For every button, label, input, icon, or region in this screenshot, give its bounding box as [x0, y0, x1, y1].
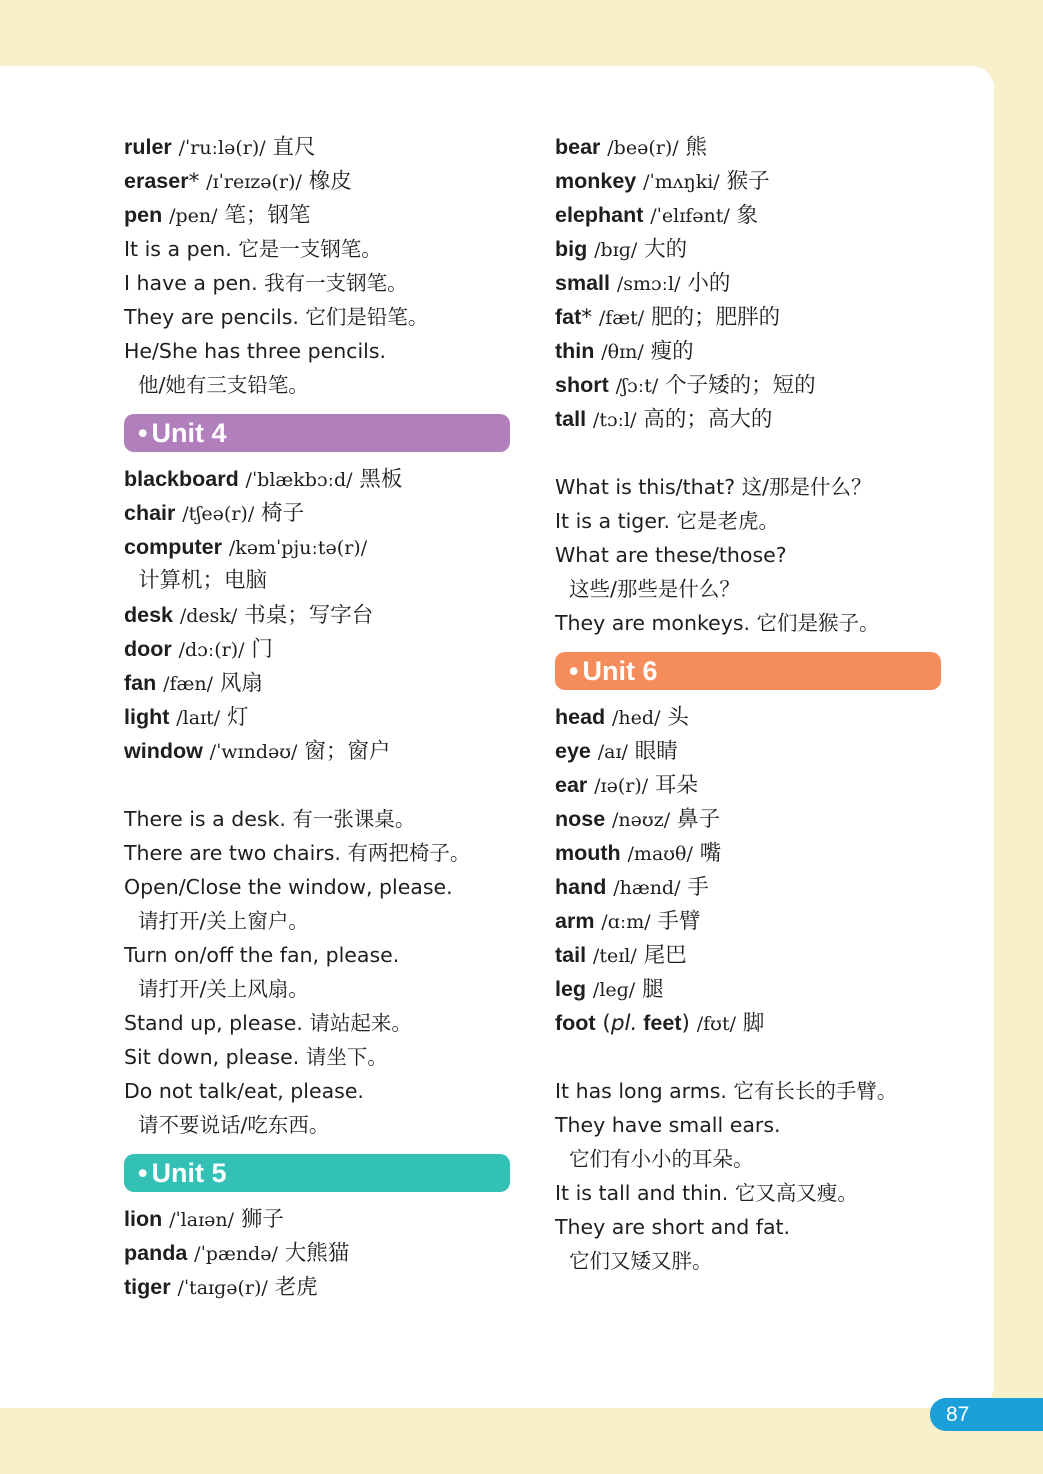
word: hand: [555, 875, 607, 899]
sentence-translation: 这些/那些是什么？: [569, 577, 740, 601]
word: bear: [555, 135, 601, 159]
vocab-entry: [124, 198, 514, 232]
word: desk: [124, 603, 174, 627]
phonetic: /beə(r)/: [607, 137, 679, 159]
meaning: 象: [736, 203, 759, 228]
sentence-translation: 他/她有三支铅笔。: [138, 373, 309, 397]
meaning: 脚: [742, 1011, 765, 1036]
vocab-entry: [555, 300, 945, 334]
phonetic: /pen/: [169, 205, 218, 227]
vocab-entry: [124, 496, 514, 530]
vocab-entry: [555, 972, 945, 1006]
word: pen: [124, 203, 163, 227]
word: mouth: [555, 841, 621, 865]
vocab-entry: [555, 836, 945, 870]
meaning: 腿: [642, 977, 664, 1002]
vocab-entry: [124, 530, 514, 564]
sentence: What are these/those?: [555, 543, 787, 567]
sentence: Turn on/off the fan, please.: [124, 943, 400, 967]
meaning: 计算机；电脑: [138, 568, 268, 593]
sentence-translation: 请打开/关上窗户。: [138, 909, 309, 933]
word: monkey: [555, 169, 637, 193]
meaning: 直尺: [272, 135, 316, 160]
vocab-entry: [555, 402, 945, 436]
vocab-entry: [555, 768, 945, 802]
phonetic: /ˈruːlə(r)/: [178, 137, 266, 159]
vocab-entry: [124, 1202, 514, 1236]
vocab-entry: [555, 130, 945, 164]
page-number: 87: [930, 1398, 1043, 1431]
phonetic: /θɪn/: [601, 341, 644, 363]
sentence: Do not talk/eat, please.: [124, 1079, 364, 1103]
sentence: There is a desk. 有一张课桌。: [124, 807, 416, 831]
meaning: 手: [687, 875, 709, 900]
word: computer: [124, 535, 222, 559]
phonetic: /leɡ/: [592, 979, 636, 1001]
vocab-entry: [555, 164, 945, 198]
meaning: 狮子: [240, 1207, 284, 1232]
phonetic: /ˈwɪndəʊ/: [209, 741, 298, 763]
vocab-entry: [555, 870, 945, 904]
vocab-entry: [124, 164, 514, 198]
phonetic: /ˈpændə/: [194, 1243, 278, 1265]
word: arm: [555, 909, 595, 933]
phonetic: /aɪ/: [597, 741, 628, 763]
vocab-entry: [555, 232, 945, 266]
vocab-entry: [555, 734, 945, 768]
phonetic: /hænd/: [613, 877, 681, 899]
phonetic: /ˈlaɪən/: [169, 1209, 235, 1231]
phonetic: /bɪɡ/: [594, 239, 638, 261]
spacer: [555, 436, 945, 470]
phonetic: /tʃeə(r)/: [182, 503, 255, 525]
meaning: 熊: [685, 135, 707, 160]
phonetic: /ˈmʌŋki/: [643, 171, 720, 193]
sentence-translation: 请不要说话/吃东西。: [138, 1113, 330, 1137]
word: panda: [124, 1241, 188, 1265]
phonetic: /ˈblækbɔːd/: [245, 469, 353, 491]
word: short: [555, 373, 609, 397]
phonetic: /fæt/: [598, 307, 645, 329]
meaning: 门: [251, 637, 273, 662]
plural-abbrev: pl.: [610, 1011, 638, 1036]
word: big: [555, 237, 588, 261]
vocab-entry: [124, 130, 514, 164]
phonetic: /hed/: [612, 707, 661, 729]
phonetic: /laɪt/: [176, 707, 221, 729]
meaning: 小的: [687, 271, 731, 296]
left-column: [124, 130, 514, 1304]
meaning: 椅子: [261, 501, 305, 526]
sentence-translation: 它们又矮又胖。: [569, 1249, 713, 1273]
star-mark: *: [581, 305, 593, 330]
word: small: [555, 271, 610, 295]
phonetic: /teɪl/: [592, 945, 637, 967]
sentence: Sit down, please. 请坐下。: [124, 1045, 388, 1069]
plural-word: feet: [637, 1011, 682, 1035]
word: lion: [124, 1207, 163, 1231]
meaning: 风扇: [219, 671, 263, 696]
word: door: [124, 637, 172, 661]
word: head: [555, 705, 606, 729]
right-column: [555, 130, 945, 1278]
vocab-entry: [124, 632, 514, 666]
word: fan: [124, 671, 157, 695]
word: ruler: [124, 135, 172, 159]
unit-5-header: [124, 1154, 510, 1192]
vocab-entry: [555, 266, 945, 300]
phonetic: /ɪˈreɪzə(r)/: [206, 171, 302, 193]
sentence: Stand up, please. 请站起来。: [124, 1011, 412, 1035]
sentence: They are short and fat.: [555, 1215, 791, 1239]
sentence: It has long arms. 它有长长的手臂。: [555, 1079, 898, 1103]
bullet-icon: •: [138, 418, 148, 448]
word: tail: [555, 943, 587, 967]
word: chair: [124, 501, 176, 525]
unit-title: Unit 6: [582, 656, 658, 686]
sentence-translation: 请打开/关上风扇。: [138, 977, 309, 1001]
word: tiger: [124, 1275, 171, 1299]
phonetic: /dɔː(r)/: [178, 639, 245, 661]
meaning: 窗；窗户: [304, 739, 391, 764]
plural-paren: (: [595, 1011, 611, 1036]
word: tall: [555, 407, 587, 431]
meaning: 黑板: [359, 467, 403, 492]
vocab-entry: [124, 700, 514, 734]
word: leg: [555, 977, 587, 1001]
meaning: 个子矮的；短的: [665, 373, 816, 398]
word: thin: [555, 339, 595, 363]
meaning: 耳朵: [655, 773, 699, 798]
vocab-entry: [555, 334, 945, 368]
vocab-entry: [555, 802, 945, 836]
word: blackboard: [124, 467, 239, 491]
sentence: It is a pen. 它是一支钢笔。: [124, 237, 382, 261]
sentence-translation: 它们有小小的耳朵。: [569, 1147, 754, 1171]
vocab-entry: [124, 1270, 514, 1304]
sentence: It is a tiger. 它是老虎。: [555, 509, 780, 533]
sentence: Open/Close the window, please.: [124, 875, 453, 899]
vocab-entry: [555, 368, 945, 402]
vocab-entry: [124, 462, 514, 496]
meaning: 眼睛: [634, 739, 678, 764]
meaning: 橡皮: [308, 169, 352, 194]
sentence: He/She has three pencils.: [124, 339, 387, 363]
sentence: They have small ears.: [555, 1113, 781, 1137]
unit-6-header: [555, 652, 941, 690]
meaning: 尾巴: [643, 943, 687, 968]
phonetic: /kəmˈpjuːtə(r)/: [228, 537, 368, 559]
vocab-entry: [124, 734, 514, 768]
spacer: [555, 1040, 945, 1074]
sentence: There are two chairs. 有两把椅子。: [124, 841, 471, 865]
meaning: 猴子: [726, 169, 770, 194]
bullet-icon: •: [569, 656, 579, 686]
unit-title: Unit 5: [151, 1158, 227, 1188]
word: elephant: [555, 203, 644, 227]
phonetic: /tɔːl/: [592, 409, 637, 431]
meaning: 嘴: [699, 841, 722, 866]
vocab-entry: [555, 700, 945, 734]
phonetic: /desk/: [179, 605, 238, 627]
sentence: What is this/that? 这/那是什么？: [555, 475, 872, 499]
phonetic: /fʊt/: [696, 1013, 737, 1035]
meaning: 瘦的: [650, 339, 694, 364]
vocab-entry: [124, 666, 514, 700]
unit-4-header: [124, 414, 510, 452]
sentence: They are monkeys. 它们是猴子。: [555, 611, 880, 635]
meaning: 大熊猫: [284, 1241, 350, 1266]
meaning: 手臂: [657, 909, 701, 934]
meaning: 大的: [644, 237, 688, 262]
meaning: 鼻子: [676, 807, 720, 832]
sentence: I have a pen. 我有一支钢笔。: [124, 271, 408, 295]
sentence: They are pencils. 它们是铅笔。: [124, 305, 429, 329]
vocab-entry: [555, 1006, 945, 1040]
plural-paren: ): [681, 1011, 690, 1036]
meaning: 肥的；肥胖的: [651, 305, 781, 330]
word: eraser: [124, 169, 189, 193]
phonetic: /nəʊz/: [612, 809, 671, 831]
phonetic: /ɑːm/: [601, 911, 651, 933]
word: ear: [555, 773, 588, 797]
phonetic: /fæn/: [163, 673, 214, 695]
vocab-meaning-continued: [124, 564, 514, 598]
meaning: 高的；高大的: [643, 407, 773, 432]
meaning: 头: [667, 705, 689, 730]
vocab-entry: [555, 198, 945, 232]
vocab-entry: [124, 1236, 514, 1270]
word: eye: [555, 739, 591, 763]
word: window: [124, 739, 203, 763]
phonetic: /ʃɔːt/: [615, 375, 659, 397]
phonetic: /ˈtaɪɡə(r)/: [177, 1277, 268, 1299]
unit-title: Unit 4: [151, 418, 227, 448]
meaning: 笔；钢笔: [224, 203, 311, 228]
vocab-entry: [555, 904, 945, 938]
phonetic: /ɪə(r)/: [594, 775, 649, 797]
word: fat: [555, 305, 582, 329]
spacer: [124, 768, 514, 802]
bullet-icon: •: [138, 1158, 148, 1188]
phonetic: /smɔːl/: [616, 273, 681, 295]
meaning: 书桌；写字台: [244, 603, 374, 628]
phonetic: /maʊθ/: [627, 843, 693, 865]
meaning: 老虎: [274, 1275, 318, 1300]
sentence: It is tall and thin. 它又高又瘦。: [555, 1181, 858, 1205]
star-mark: *: [188, 169, 200, 194]
word: nose: [555, 807, 606, 831]
vocab-entry: [124, 598, 514, 632]
word: foot: [555, 1011, 596, 1035]
phonetic: /ˈelɪfənt/: [650, 205, 730, 227]
meaning: 灯: [226, 705, 249, 730]
word: light: [124, 705, 170, 729]
vocab-entry: [555, 938, 945, 972]
